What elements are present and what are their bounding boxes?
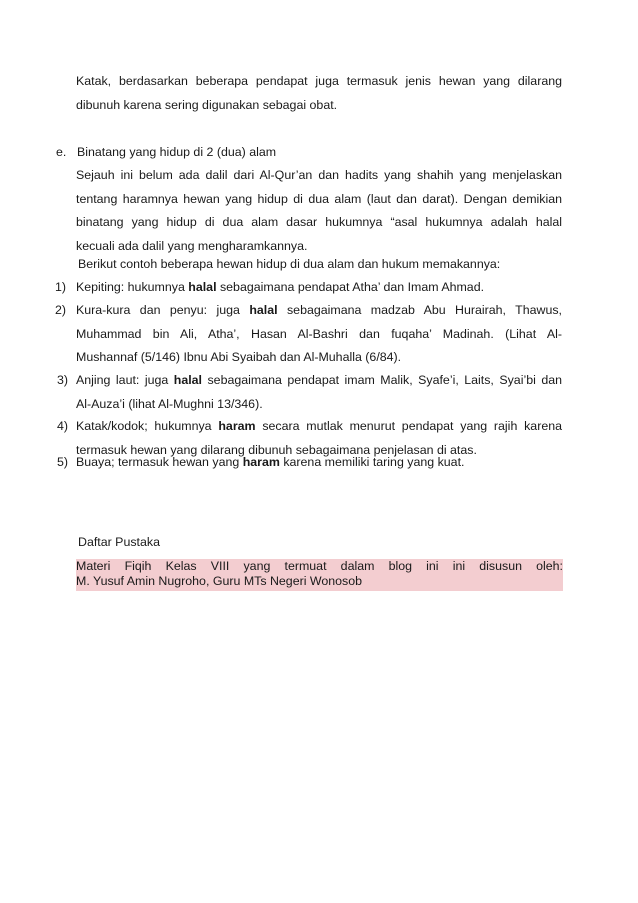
section-e-paragraph <box>76 164 562 258</box>
text-line: Al-Auza’i (lihat Al-Mughni 13/346). <box>76 396 263 411</box>
bibliography-line: M. Yusuf Amin Nugroho, Guru MTs Negeri Wonosob <box>76 574 363 588</box>
ruling-keyword: halal <box>188 280 217 294</box>
text-line: tentang haramnya hewan yang hidup di dua alam (laut dan darat). Dengan demikian <box>76 191 562 206</box>
list-number: 3) <box>57 373 69 387</box>
text-line: Anjing laut: juga halal sebagaimana pendapat imam Malik, Syafe’i, Laits, Syai’bi dan <box>76 373 563 387</box>
bibliography-line: Materi Fiqih Kelas VIII yang termuat dalam blog ini ini disusun oleh: <box>76 559 563 573</box>
text-line: Buaya; termasuk hewan yang haram karena memiliki taring yang kuat. <box>76 455 465 469</box>
section-label: e. <box>56 145 67 159</box>
list-item-body <box>76 369 562 416</box>
ruling-keyword: halal <box>173 373 202 387</box>
text-line: Katak/kodok; hukumnya haram secara mutlak menurut pendapat yang rajih karena <box>76 419 562 433</box>
list-number: 4) <box>57 419 69 433</box>
list-number: 5) <box>57 455 69 469</box>
list-item-body <box>76 299 562 370</box>
list-item-body <box>76 451 562 475</box>
section-title: Binatang yang hidup di 2 (dua) alam <box>77 145 277 159</box>
ruling-keyword: halal <box>249 303 278 317</box>
list-number: 2) <box>55 303 67 317</box>
text-line: dibunuh karena sering digunakan sebagai obat. <box>76 97 338 112</box>
text-line: Katak, berdasarkan beberapa pendapat juga termasuk jenis hewan yang dilarang <box>76 74 562 88</box>
ruling-keyword: haram <box>218 419 256 433</box>
text-line: binatang yang hidup di dua alam dasar hukumnya “asal hukumnya adalah halal <box>76 215 562 230</box>
text-line: termasuk hewan yang dilarang dibunuh sebagaimana penjelasan di atas. <box>76 442 477 457</box>
intro-paragraph <box>76 70 562 117</box>
text-line: Mushannaf (5/146) Ibnu Abi Syaibah dan Al-Muhalla (6/84). <box>76 350 402 365</box>
text-line: Kepiting: hukumnya halal sebagaimana pendapat Atha’ dan Imam Ahmad. <box>76 280 485 294</box>
text-line: Sejauh ini belum ada dalil dari Al-Qur’an dan hadits yang shahih yang menjelaskan <box>76 168 562 182</box>
ruling-keyword: haram <box>242 455 280 469</box>
list-number: 1) <box>55 280 67 294</box>
bibliography-heading: Daftar Pustaka <box>78 535 160 549</box>
text-line: Muhammad bin Ali, Atha’, Hasan Al-Bashri dan fuqaha’ Madinah. (Lihat Al- <box>76 326 562 341</box>
section-e-heading <box>56 141 566 165</box>
bibliography-highlight <box>76 559 563 591</box>
text-line: Kura-kura dan penyu: juga halal sebagaimana madzab Abu Hurairah, Thawus, <box>76 303 562 317</box>
text-line: kecuali ada dalil yang mengharamkannya. <box>76 238 308 253</box>
list-item-body <box>76 276 562 300</box>
list-intro: Berikut contoh beberapa hewan hidup di dua alam dan hukum memakannya: <box>78 257 501 271</box>
